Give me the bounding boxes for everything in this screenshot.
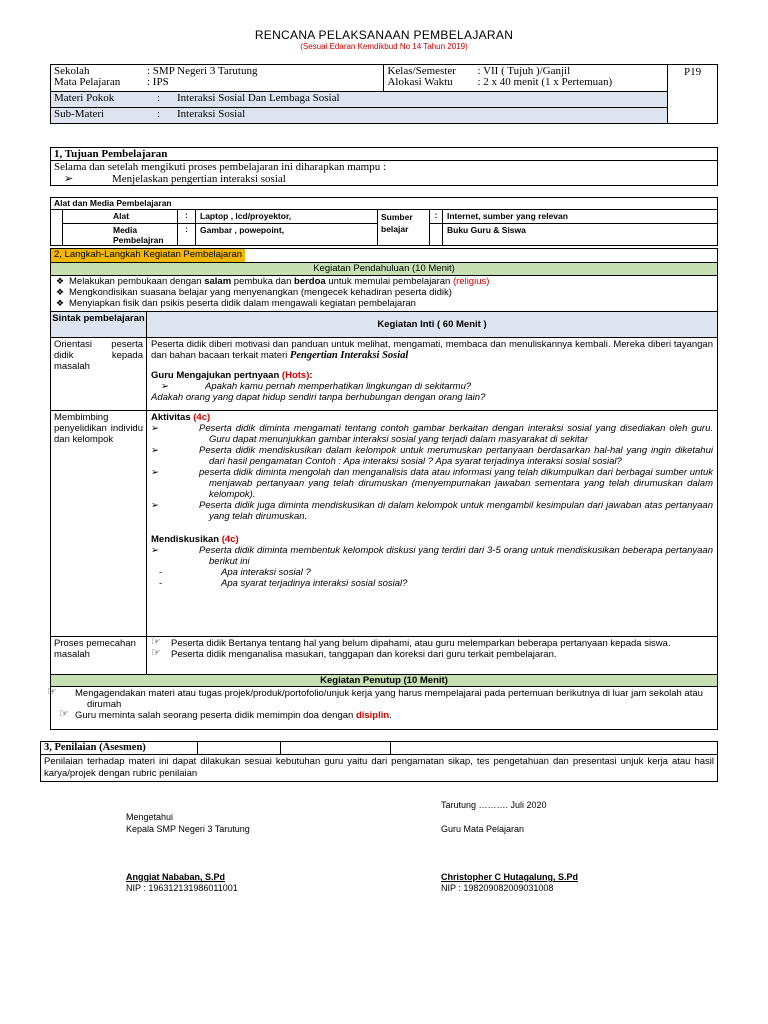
guru-name: Christopher C Hutagalung, S.Pd [441, 872, 579, 882]
pendahuluan-heading: Kegiatan Pendahuluan (10 Menit) [51, 263, 718, 276]
sumber-colon: : [430, 210, 443, 224]
guru-nip: NIP : 198209082009031008 [441, 883, 554, 893]
alokasi-label: Alokasi Waktu [387, 76, 453, 88]
submateri-colon: : [157, 108, 161, 120]
inti-heading: Kegiatan Inti ( 60 Menit ) [147, 312, 718, 338]
tujuan-item: Menjelaskan pengertian interaksi sosial [112, 173, 286, 185]
submateri-value: Interaksi Sosial [177, 108, 246, 120]
kelas-label: Kelas/Semester [387, 65, 456, 77]
diskusi-item: ➢ Peserta didik diminta membentuk kelompok diskusi yang terdiri dari 3-5 orang untuk mendiskusikan beberapa pertanyaan berikut ini [151, 545, 713, 567]
alat-colon: : [178, 210, 196, 224]
penilaian-heading: 3, Penilaian (Asesmen) [41, 742, 198, 755]
pemecahan-item: ☞ Peserta didik menganalisa masukan, tanggapan dan koreksi dari guru terkait pembelajaran. [149, 649, 715, 660]
sintak-membimbing: Membimbing penyelidikan individu dan kelompok [51, 411, 147, 637]
penilaian-text: Penilaian terhadap materi ini dapat dilakukan sesuai kebutuhan guru yaitu dari pengamatan sikap, tes pengetahuan dan presentasi unjuk kerja atau hasil karya/projek dengan rubric penilaian [41, 755, 718, 782]
tujuan-intro: Selama dan setelah mengikuti proses pembelajaran ini diharapkan mampu : [54, 161, 387, 173]
langkah-table [50, 248, 718, 730]
materi-value: Interaksi Sosial Dan Lembaga Sosial [177, 92, 340, 104]
question-item: Adakah orang yang dapat hidup sendiri tanpa berhubungan dengan orang lain? [151, 392, 486, 403]
submateri-label: Sub-Materi [54, 108, 105, 120]
media-colon: : [178, 224, 196, 246]
sumber-label: Sumber belajar [378, 210, 430, 246]
kepala-name: Anggiat Nababan, S.Pd [126, 872, 226, 882]
sekolah-label: Sekolah [54, 65, 90, 77]
diskusi-question: - Apa syarat terjadinya interaksi sosial sosial? [151, 578, 713, 589]
kepala-nip: NIP : 196312131986011001 [126, 883, 238, 893]
aktivitas-heading: Aktivitas (4c) [151, 412, 211, 423]
alokasi-value: : 2 x 40 menit (1 x Pertemuan) [477, 76, 613, 88]
alat-label: Alat [63, 210, 178, 224]
alat-value: Laptop , lcd/proyektor, [196, 210, 378, 224]
pendahuluan-item: ❖ Melakukan pembukaan dengan salam pembuka dan berdoa untuk memulai pembelajaran (religius) [53, 276, 715, 287]
mendiskusikan-heading: Mendiskusikan (4c) [151, 534, 239, 545]
alat-table [50, 197, 718, 246]
aktivitas-item: ➢ peserta didik diminta mengolah dan menganalisis data atau informasi yang telah dikumpulkan dari berbagai sumber untuk menjawab pertanyaan yang telah dirumuskan (menyempurnakan jawaban sementara yang telah dirumuskan dalam kelompok). [151, 467, 713, 500]
aktivitas-item: ➢ Peserta didik diminta mengamati tentang contoh gambar berkaitan dengan interaksi sosial yang disediakan oleh guru. Guru dapat menunjukkan gambar interaksi sosial yang terjadi dalam masyarakat di sekitar [151, 423, 713, 445]
sintak-heading: Sintak pembelajaran [51, 312, 147, 338]
identity-table [50, 64, 718, 124]
document-subtitle: (Sesuai Edaran Kemdikbud No 14 Tahun 2019) [300, 42, 468, 51]
kelas-value: : VII ( Tujuh )/Ganjil [477, 65, 571, 77]
kepala-title: Kepala SMP Negeri 3 Tarutung [126, 824, 250, 834]
document-code: P19 [668, 65, 718, 124]
materi-colon: : [157, 92, 161, 104]
penutup-item: ☞ Mengagendakan materi atau tugas projek/produk/portofolio/unjuk kerja yang harus mempelajarai pada pertemuan berikutnya di luar jam sekolah atau dirumah [57, 688, 711, 710]
orientasi-text: Peserta didik diberi motivasi dan panduan untuk melihat, mengamati, membaca dan menuliskannya kembali. Mereka diberi tayangan dan bahan bacaan terkait materi Pengertian Interaksi Sosial [151, 339, 713, 361]
sekolah-value: : SMP Negeri 3 Tarutung [147, 65, 258, 77]
tujuan-table [50, 147, 718, 186]
media-value: Gambar , powepoint, [196, 224, 378, 246]
mapel-value: : IPS [147, 76, 169, 88]
penutup-heading: Kegiatan Penutup (10 Menit) [51, 675, 718, 687]
sumber-value-2: Buku Guru & Siswa [443, 224, 718, 246]
diskusi-question: - Apa interaksi sosial ? [151, 567, 713, 578]
sumber-value-1: Internet, sumber yang relevan [443, 210, 718, 224]
aktivitas-item: ➢ Peserta didik juga diminta mendiskusikan di dalam kelompok untuk mengambil kesimpulan dari jawaban atas pertanyaan yang telah dirumuskan. [151, 500, 713, 522]
penilaian-table [40, 741, 718, 782]
place-date: Tarutung ………. Juli 2020 [441, 800, 547, 810]
media-label: Media Pembelajran [63, 224, 178, 246]
question-item: ➢ Apakah kamu pernah memperhatikan lingkungan di sekitarmu? [151, 381, 713, 392]
aktivitas-item: ➢ Peserta didik mendiskusikan dalam kelompok untuk merumuskan pertanyaan berdasarkan hal-hal yang ingin diketahui dari hasil pengamatan Contoh : Apa interaksi sosial ? Apa syarat terjadinya interaksi sosial sosial? [151, 445, 713, 467]
penutup-item: ☞ Guru meminta salah seorang peserta didik memimpin doa dengan disiplin. [57, 710, 711, 721]
alat-heading: Alat dan Media Pembelajaran [54, 198, 172, 208]
materi-label: Materi Pokok [54, 92, 115, 104]
sintak-pemecahan: Proses pemecahan masalah [51, 637, 147, 675]
guru-title: Guru Mata Pelajaran [441, 824, 525, 834]
guru-question-heading: Guru Mengajukan pertnyaan (Hots): [151, 370, 313, 381]
langkah-heading: 2, Langkah-Langkah Kegiatan Pembelajaran [51, 249, 245, 262]
pendahuluan-item: ❖ Menyiapkan fisik dan psikis peserta didik dalam mengawali kegiatan pembelajaran [53, 298, 715, 309]
mengetahui-label: Mengetahui [126, 812, 174, 822]
tujuan-heading: 1, Tujuan Pembelajaran [54, 148, 168, 160]
pemecahan-item: ☞ Peserta didik Bertanya tentang hal yang belum dipahami, atau guru melemparkan beberapa pertanyaan kepada siswa. [149, 638, 715, 649]
mapel-label: Mata Pelajaran [54, 76, 121, 88]
sintak-orientasi: Orientasi peserta didik kepada masalah [51, 338, 147, 411]
document-title: RENCANA PELAKSANAAN PEMBELAJARAN [254, 28, 514, 42]
pendahuluan-item: ❖ Mengkondisikan suasana belajar yang menyenangkan (mengecek kehadiran peserta didik) [53, 287, 715, 298]
